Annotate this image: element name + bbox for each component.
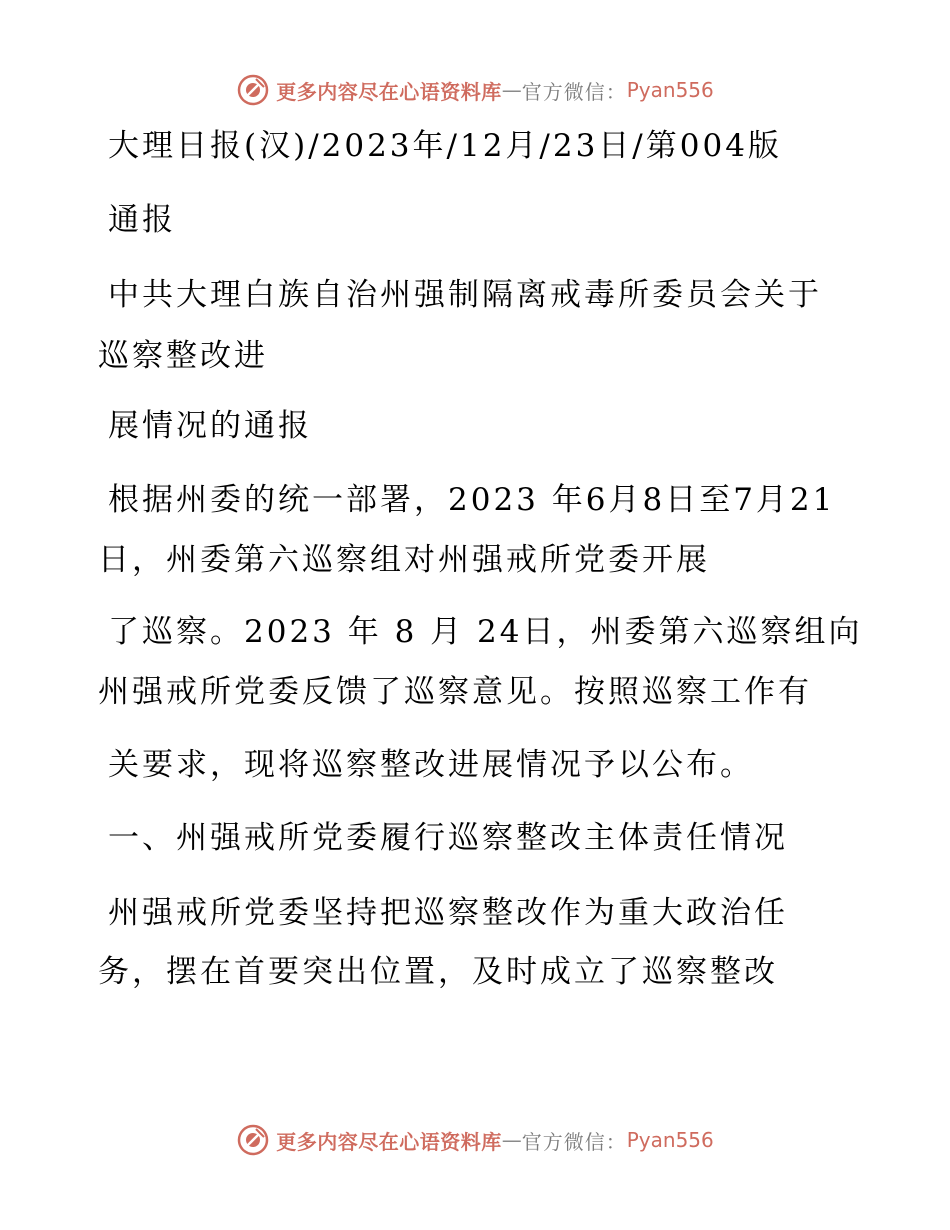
watermark-separator: — bbox=[501, 1128, 522, 1152]
paragraph-2-line-1: 了巡察。2023 年 8 月 24日，州委第六巡察组向 bbox=[108, 614, 863, 650]
document-title-line-3: 展情况的通报 bbox=[108, 408, 312, 444]
watermark-separator: — bbox=[501, 78, 522, 102]
watermark-wechat-id: Pyan556 bbox=[626, 78, 714, 102]
watermark-official-label: 官方微信： bbox=[521, 1129, 627, 1154]
brand-logo-icon bbox=[236, 1123, 270, 1157]
paragraph-3-line-1: 关要求，现将巡察整改进展情况予以公布。 bbox=[108, 747, 754, 783]
paragraph-4-line-1: 州强戒所党委坚持把巡察整改作为重大政治任 bbox=[108, 895, 788, 931]
watermark-banner-bottom bbox=[0, 1120, 950, 1160]
document-title-line-1: 中共大理白族自治州强制隔离戒毒所委员会关于 bbox=[108, 277, 822, 313]
watermark-wechat-id: Pyan556 bbox=[626, 1128, 714, 1152]
document-title-line-2: 巡察整改进 bbox=[98, 338, 268, 374]
watermark-official-label: 官方微信： bbox=[521, 79, 627, 104]
paragraph-1-line-1: 根据州委的统一部署，2023 年6月8日至7月21 bbox=[108, 482, 836, 518]
paragraph-1-line-2: 日，州委第六巡察组对州强戒所党委开展 bbox=[98, 542, 710, 578]
section-1-heading: 一、州强戒所党委履行巡察整改主体责任情况 bbox=[108, 820, 788, 856]
paragraph-4-line-2: 务，摆在首要突出位置，及时成立了巡察整改 bbox=[98, 954, 778, 990]
paragraph-2-line-2: 州强戒所党委反馈了巡察意见。按照巡察工作有 bbox=[98, 674, 812, 710]
document-label: 通报 bbox=[108, 202, 176, 238]
source-line: 大理日报(汉)/2023年/12月/23日/第004版 bbox=[108, 128, 782, 164]
brand-logo-icon bbox=[236, 73, 270, 107]
watermark-brand: 更多内容尽在心语资料库 bbox=[276, 1129, 502, 1154]
watermark-banner-top bbox=[0, 70, 950, 110]
watermark-brand: 更多内容尽在心语资料库 bbox=[276, 79, 502, 104]
